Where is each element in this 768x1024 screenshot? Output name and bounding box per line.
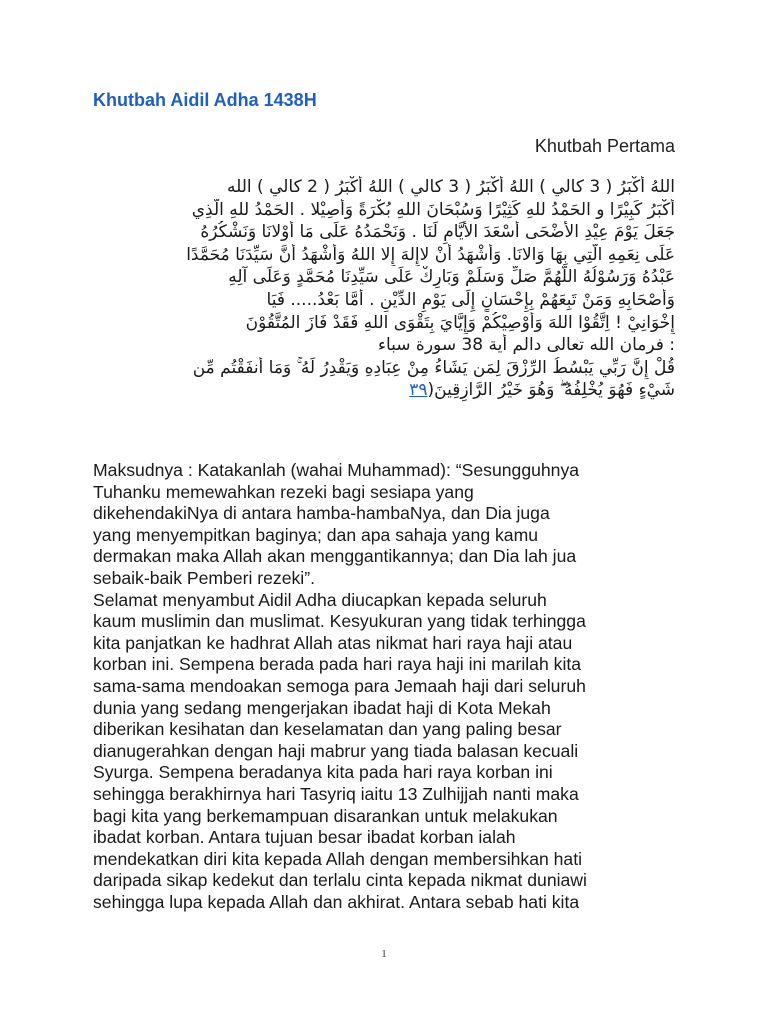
text-line: sebaik-baik Pemberi rezeki”. — [93, 567, 315, 588]
translation-text-block — [93, 460, 693, 913]
text-line: korban ini. Sempena berada pada hari raya haji ini marilah kita — [93, 654, 582, 675]
text-line: sama-sama mendoakan semoga para Jemaah haji dari seluruh — [93, 675, 586, 696]
arabic-line: عَبْدُهُ وَرَسُوْلُهُ اللَّهُمَّ صَلِّ وَسَلِّمْ وَبَارِكْ عَلَى سَيِّدِنَا مُحَمَّدٍ وَعَلَى آلِهِ — [228, 267, 675, 288]
text-line: Maksudnya : Katakanlah (wahai Muhammad): “Sesungguhnya — [93, 460, 580, 480]
text-line: kaum muslimin dan muslimat. Kesyukuran yang tidak terhingga — [93, 611, 586, 632]
arabic-line: إِخْوَانِيْ ! اِتَّقُوْا اللهَ وَأُوْصِيْكُمْ وَإِيَّايَ بِتَقْوَى اللهِ فَقَدْ فَازَ المُتَّقُوْنَ — [245, 312, 675, 333]
arabic-line: أَكْبَرُ كَبِيْرًا و الحَمْدُ للهِ كَثِيْرًا وَسُبْحَانَ اللهِ بُكْرَةً وَأَصِيْلا . الحَمْدُ للهِ الَّذِي — [191, 199, 675, 220]
text-line: sehingga berakhirnya hari Tasyriq iaitu 13 Zulhijjah nanti maka — [93, 783, 579, 804]
text-line: kita panjatkan ke hadhrat Allah atas nikmat hari raya haji atau — [93, 632, 573, 653]
text-line: mendekatkan diri kita kepada Allah dengan membersihkan hati — [93, 848, 583, 869]
arabic-text-block — [93, 176, 675, 402]
arabic-line: عَلَى نِعَمِهِ الَّتِي بِهَا وَالانَا. وَأَشْهَدُ أَنْ لاإِلهَ إِلا اللهُ وَأَشْهَدُ أَنَّ سَيِّدَنَا مُحَمَّدًا — [186, 244, 675, 265]
arabic-line: قُلْ إِنَّ رَبِّي يَبْسُطُ الرِّزْقَ لِمَن يَشَاءُ مِنْ عِبَادِهِ وَيَقْدِرُ لَهُ ۚ وَمَا أَنفَقْتُم مِّن — [192, 357, 675, 378]
arabic-line: : فرمان الله تعالى دالم أية 38 سورة سباء — [377, 335, 675, 356]
text-line: dunia yang sedang mengerjakan ibadat haji di Kota Mekah — [93, 697, 551, 718]
arabic-line: وَأَصْحَابِهِ وَمَنْ تَبِعَهُمْ بِإِحْسَانٍ إِلَى يَوْمِ الدِّيْنِ . أَمَّا بَعْدُ..... فَيَا — [266, 289, 675, 310]
text-line: Selamat menyambut Aidil Adha diucapkan kepada seluruh — [93, 589, 547, 610]
text-line: yang menyempitkan baginya; dan apa sahaja yang kamu — [93, 524, 539, 545]
arabic-line: اللهُ أَكْبَرُ ( 3 كالي ) اللهُ أَكْبَرُ ( 3 كالي ) اللهُ أَكْبَرُ ( 2 كالي ) الله — [227, 177, 675, 197]
arabic-verse-line — [93, 379, 675, 402]
section-heading: Khutbah Pertama — [534, 136, 675, 156]
document-title: Khutbah Aidil Adha 1438H — [93, 90, 317, 110]
arabic-line: شَيْءٍ فَهُوَ يُخْلِفُهُ ۖ وَهُوَ خَيْرُ الرَّازِقِينَ( — [427, 380, 675, 401]
text-line: daripada sikap kedekut dan terlalu cinta kepada nikmat duniawi — [93, 870, 587, 891]
page-number: 1 — [381, 948, 387, 960]
text-line: bagi kita yang berkemampuan disarankan untuk melakukan — [93, 805, 558, 826]
text-line: dikehendakiNya di antara hamba-hambaNya, dan Dia juga — [93, 503, 550, 524]
text-line: Syurga. Sempena beradanya kita pada hari raya korban ini — [93, 762, 553, 783]
text-line: dermakan maka Allah akan menggantikannya; dan Dia lah jua — [93, 546, 577, 567]
text-line: Tuhanku memewahkan rezeki bagi sesiapa yang — [93, 481, 474, 502]
arabic-line: جَعَلَ يَوْمَ عِيْدِ الأضْحَى أَسْعَدَ الأَيَّامِ لَنَا . وَنَحْمَدُهُ عَلَى مَا أَوْلانَا وَنَشْكُرُهُ — [200, 222, 675, 243]
text-line: diberikan kesihatan dan keselamatan dan yang paling besar — [93, 719, 562, 740]
verse-number-link[interactable]: ٣٩ — [409, 380, 428, 401]
text-line: ibadat korban. Antara tujuan besar ibadat korban ialah — [93, 827, 516, 848]
text-line: dianugerahkan dengan haji mabrur yang tiada balasan kecuali — [93, 740, 579, 761]
text-line: sehingga lupa kepada Allah dan akhirat. Antara sebab hati kita — [93, 891, 580, 912]
